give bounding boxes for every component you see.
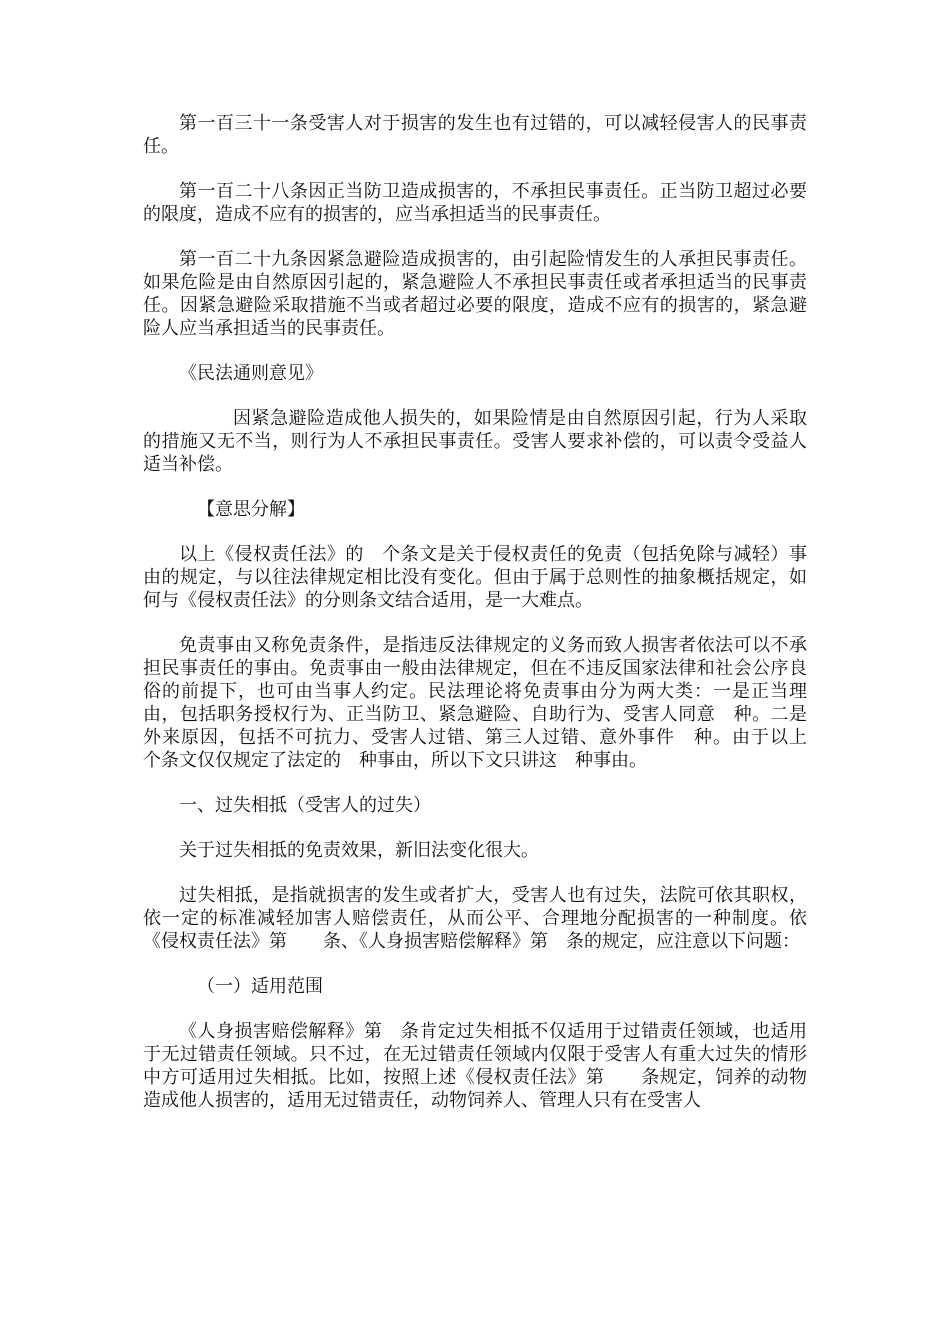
paragraph-fault-change: 关于过失相抵的免责效果，新旧法变化很大。 — [179, 840, 539, 861]
paragraph-article-129: 第一百二十九条因紧急避险造成损害的，由引起险情发生的人承担民事责任。如果危险是由自然原因引起的，紧急避险人不承担民事责任或者承担适当的民事责任。因紧急避险采取措施不当或者超过必要的限度，造成不应有的损害的，紧急避险人应当承担适当的民事责任。 — [143, 249, 807, 339]
paragraph-overview: 以上《侵权责任法》的 个条文是关于侵权责任的免责（包括免除与减轻）事由的规定，与以往法律规定相比没有变化。但由于属于总则性的抽象概括规定，如何与《侵权责任法》的分则条文结合适用，是一大难点。 — [143, 544, 807, 611]
paragraph-article-131: 第一百三十一条受害人对于损害的发生也有过错的，可以减轻侵害人的民事责任。 — [143, 113, 807, 157]
section-heading-meaning: 【意思分解】 — [197, 499, 305, 520]
document-body — [143, 112, 825, 1134]
paragraph-emergency-loss: 因紧急避险造成他人损失的，如果险情是由自然原因引起，行为人采取的措施又无不当，则行为人不承担民事责任。受害人要求补偿的，可以责令受益人适当补偿。 — [143, 408, 807, 475]
section-heading-contributory-fault: 一、过失相抵（受害人的过失） — [179, 795, 431, 816]
paragraph-fault-definition: 过失相抵，是指就损害的发生或者扩大，受害人也有过失，法院可依其职权，依一定的标准减轻加害人赔偿责任，从而公平、合理地分配损害的一种制度。依《侵权责任法》第 条、《人身损害赔偿解释》第 条的规定，应注意以下问题： — [143, 885, 807, 952]
paragraph-exemption-definition: 免责事由又称免责条件，是指违反法律规定的义务而致人损害者依法可以不承担民事责任的事由。免责事由一般由法律规定，但在不违反国家法律和社会公序良俗的前提下，也可由当事人约定。民法理论将免责事由分为两大类：一是正当理由，包括职务授权行为、正当防卫、紧急避险、自助行为、受害人同意 种。二是外来原因，包括不可抗力、受害人过错、第三人过错、意外事件 种。由于以上 个条文仅仅规定了法定的 种事由，所以下文只讲这 种事由。 — [143, 635, 825, 771]
paragraph-article-128: 第一百二十八条因正当防卫造成损害的，不承担民事责任。正当防卫超过必要的限度，造成不应有的损害的，应当承担适当的民事责任。 — [143, 181, 807, 225]
subsection-heading-scope: （一）适用范围 — [197, 976, 323, 997]
paragraph-scope-detail: 《人身损害赔偿解释》第 条肯定过失相抵不仅适用于过错责任领域，也适用于无过错责任领域。只不过，在无过错责任领域内仅限于受害人有重大过失的情形中方可适用过失相抵。比如，按照上述《侵权责任法》第 条规定，饲养的动物造成他人损害的，适用无过错责任，动物饲养人、管理人只有在受害人 — [143, 1021, 807, 1111]
paragraph-opinion-title: 《民法通则意见》 — [179, 363, 323, 384]
